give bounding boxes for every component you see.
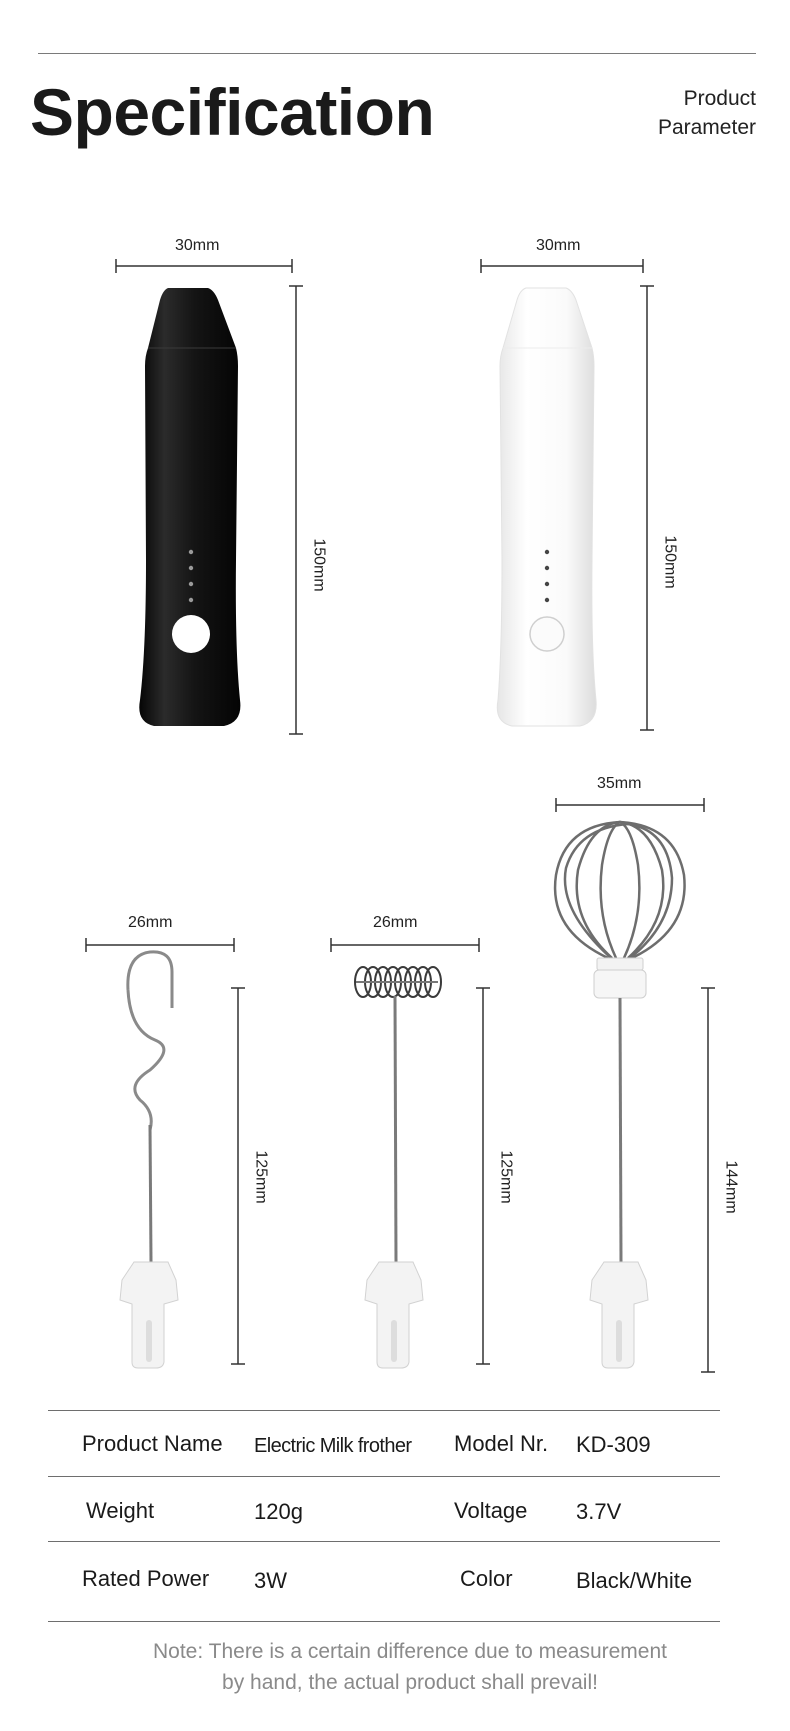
spring-whisk: [355, 967, 441, 1368]
spring-whisk-width-label: 26mm: [373, 914, 418, 931]
product-name-label: Product Name: [82, 1431, 223, 1456]
table-divider: [48, 1476, 720, 1477]
page-title: Specification: [30, 75, 435, 149]
balloon-whisk: [555, 822, 685, 1368]
power-button-white: [530, 617, 564, 651]
voltage-value: 3.7V: [576, 1499, 622, 1524]
note-line-2: by hand, the actual product shall prevail!: [222, 1671, 598, 1694]
color-label: Color: [460, 1566, 513, 1591]
weight-value: 120g: [254, 1499, 303, 1524]
table-divider: [48, 1621, 720, 1622]
subtitle-line-1: Product: [683, 87, 756, 110]
weight-label: Weight: [86, 1498, 155, 1523]
black-handle-height-label: 150mm: [310, 538, 328, 592]
rated-power-label: Rated Power: [82, 1566, 210, 1591]
model-number-label: Model Nr.: [454, 1431, 549, 1456]
color-value: Black/White: [576, 1568, 693, 1593]
measurement-note: [110, 1636, 710, 1698]
table-divider: [48, 1541, 720, 1542]
hook-whisk: [120, 952, 178, 1368]
power-button-black: [172, 615, 210, 653]
note-line-1: Note: There is a certain difference due to measurement: [152, 1640, 667, 1663]
black-handle-width-label: 30mm: [175, 237, 220, 254]
spring-whisk-height-label: 125mm: [497, 1150, 515, 1204]
rated-power-value: 3W: [254, 1568, 287, 1593]
black-handle: [139, 288, 240, 726]
table-divider: [48, 1410, 720, 1411]
product-name-value: Electric Milk frother: [254, 1435, 412, 1457]
hook-whisk-width-label: 26mm: [128, 914, 173, 931]
subtitle-line-2: Parameter: [657, 116, 756, 139]
model-number-value: KD-309: [576, 1432, 651, 1457]
white-handle-width-label: 30mm: [536, 237, 581, 254]
balloon-whisk-height-label: 144mm: [722, 1160, 740, 1214]
hook-whisk-height-label: 125mm: [252, 1150, 270, 1204]
voltage-label: Voltage: [454, 1498, 528, 1523]
white-handle-height-label: 150mm: [661, 535, 679, 589]
balloon-whisk-width-label: 35mm: [597, 775, 642, 792]
white-handle: [497, 288, 596, 726]
